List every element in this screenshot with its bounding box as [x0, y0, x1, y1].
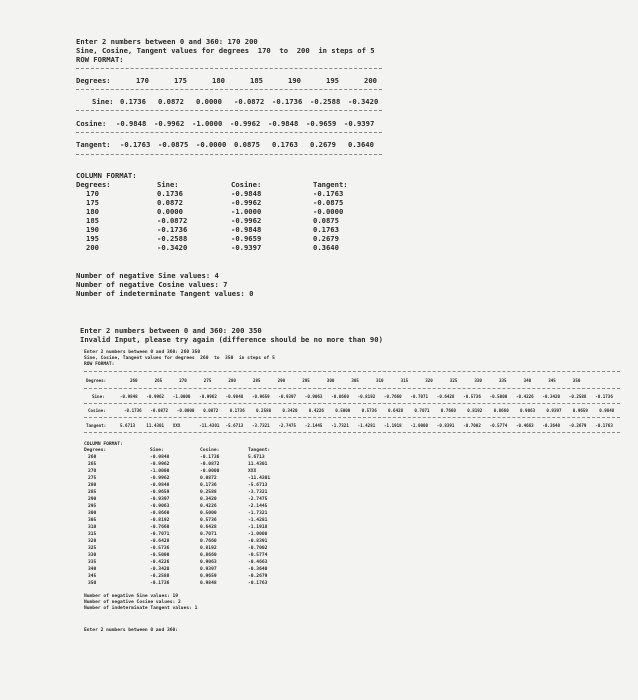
column-cell-cosine: -0.1736 [200, 455, 220, 460]
column-cell-tangent: 11.4301 [248, 462, 268, 467]
tangent-value: -1.4281 [357, 423, 376, 428]
column-cell-sine: -0.8660 [150, 511, 170, 516]
column-cell-sine: -0.4226 [150, 560, 170, 565]
degree-value: 335 [499, 378, 507, 383]
column-cell-sine: -0.7071 [150, 532, 170, 537]
column-cell-sine: -0.9659 [150, 490, 170, 495]
sine-value: -0.9659 [252, 394, 270, 399]
degree-value: 300 [326, 378, 335, 383]
degrees-label: Degrees: [76, 76, 111, 85]
column-cell-cosine: -0.9848 [231, 225, 262, 234]
cosine-value: 0.9848 [599, 408, 615, 413]
tangent-value: -0.1763 [595, 423, 613, 428]
column-cell-degrees: 310 [88, 525, 97, 530]
cosine-value: 0.5736 [361, 408, 377, 413]
column-cell-degrees: 190 [86, 225, 99, 234]
cosine-value: 0.4226 [308, 408, 324, 413]
column-cell-degrees: 350 [88, 581, 97, 586]
degree-value: 295 [302, 378, 310, 383]
column-cell-tangent: 0.0875 [313, 216, 339, 225]
degree-value: 345 [548, 378, 556, 383]
column-cell-tangent: 0.3640 [313, 243, 339, 252]
col-header-sine: Sine: [150, 448, 164, 453]
sine-label: Sine: [92, 394, 105, 399]
cosine-value: 0.0872 [203, 408, 219, 413]
col-header-tangent: Tangent: [248, 448, 271, 453]
column-cell-cosine: 0.8192 [200, 546, 217, 551]
divider [84, 371, 620, 372]
col-header-sine: Sine: [157, 180, 179, 189]
tangent-value: -0.5774 [489, 423, 508, 428]
column-cell-tangent: -0.8391 [248, 539, 268, 544]
column-cell-degrees: 185 [86, 216, 99, 225]
column-cell-degrees: 260 [88, 455, 97, 460]
degree-value: 280 [228, 378, 236, 383]
column-cell-cosine: 0.5000 [200, 511, 217, 516]
cosine-value: -0.0872 [150, 408, 169, 413]
sine-label: Sine: [92, 97, 114, 106]
tangent-value: -0.8391 [436, 423, 455, 428]
sine-value: -0.5000 [489, 394, 508, 399]
column-cell-tangent: -5.6713 [248, 483, 268, 488]
tangent-label: Tangent: [76, 140, 111, 149]
sine-value: -0.1736 [272, 97, 303, 106]
column-cell-cosine: 0.9397 [200, 567, 217, 572]
degree-value: 270 [179, 378, 187, 383]
column-format-label: COLUMN FORMAT: [84, 442, 123, 447]
column-cell-sine: 0.0000 [157, 207, 183, 216]
column-cell-degrees: 265 [88, 462, 97, 467]
column-cell-degrees: 200 [86, 243, 99, 252]
column-cell-cosine: 0.6428 [200, 525, 217, 530]
neg-cosine-count: Number of negative Cosine values: 7 [76, 280, 228, 289]
col-header-degrees: Degrees: [76, 180, 111, 189]
column-cell-tangent: XXX [248, 469, 257, 474]
tangent-value: -1.1918 [384, 423, 402, 428]
column-cell-cosine: 0.1736 [200, 483, 217, 488]
sine-value: -0.3420 [348, 97, 379, 106]
column-cell-sine: -0.9962 [150, 476, 170, 481]
cosine-value: 0.6428 [388, 408, 404, 413]
column-cell-degrees: 290 [88, 497, 97, 502]
column-cell-degrees: 175 [86, 198, 99, 207]
degree-value: 260 [130, 378, 138, 383]
sine-value: 0.0000 [196, 97, 222, 106]
column-cell-tangent: -1.0000 [248, 532, 268, 537]
column-cell-tangent: -1.4281 [248, 518, 268, 523]
column-cell-degrees: 335 [88, 560, 97, 565]
column-cell-sine: -0.2588 [157, 234, 188, 243]
cosine-value: 0.9063 [520, 408, 536, 413]
cosine-value: -0.9962 [154, 119, 185, 128]
prompt-line: Enter 2 numbers between 0 and 360: 200 350 [80, 326, 262, 335]
cosine-value: -0.9659 [306, 119, 337, 128]
cosine-value: 0.3420 [282, 408, 298, 413]
tangent-label: Tangent: [86, 423, 107, 428]
tangent-value: -1.7321 [331, 423, 349, 428]
tangent-value: -3.7321 [252, 423, 270, 428]
cosine-value: 0.5000 [335, 408, 351, 413]
degree-value: 275 [203, 378, 212, 383]
column-cell-cosine: 0.8660 [200, 553, 217, 558]
column-cell-sine: -0.5736 [150, 546, 170, 551]
row-format-label: ROW FORMAT: [84, 362, 115, 367]
divider [76, 154, 382, 155]
column-cell-tangent: -3.7321 [248, 490, 268, 495]
column-cell-cosine: -1.0000 [231, 207, 262, 216]
degree-value: 350 [572, 378, 581, 383]
degree-value: 340 [523, 378, 532, 383]
final-prompt: Enter 2 numbers between 0 and 360: [84, 628, 179, 633]
column-cell-degrees: 275 [88, 476, 97, 481]
cosine-label: Cosine: [88, 408, 106, 413]
tangent-value: XXX [172, 423, 181, 428]
tangent-value: -0.0000 [196, 140, 227, 149]
neg-sine-count: Number of negative Sine values: 19 [84, 594, 179, 599]
column-cell-cosine: -0.9962 [231, 216, 262, 225]
column-cell-cosine: 0.7660 [200, 539, 217, 544]
sine-value: 0.0872 [158, 97, 184, 106]
divider [76, 89, 382, 90]
divider [84, 403, 620, 404]
column-cell-tangent: -1.7321 [248, 511, 268, 516]
sine-value: -0.9962 [199, 394, 217, 399]
column-cell-sine: 0.1736 [157, 189, 183, 198]
column-cell-degrees: 295 [88, 504, 97, 509]
degree-value: 185 [250, 76, 263, 85]
sine-value: -0.2588 [568, 394, 587, 399]
sine-value: -0.9848 [225, 394, 244, 399]
neg-sine-count: Number of negative Sine values: 4 [76, 271, 219, 280]
column-cell-sine: -0.0872 [157, 216, 188, 225]
tangent-value: -1.0000 [410, 423, 429, 428]
column-cell-tangent: -2.1445 [248, 504, 268, 509]
cosine-value: -0.0000 [176, 408, 195, 413]
cosine-value: -0.9962 [230, 119, 261, 128]
column-cell-degrees: 270 [88, 469, 97, 474]
column-cell-degrees: 285 [88, 490, 97, 495]
tangent-value: 11.4301 [146, 423, 165, 428]
column-format-label: COLUMN FORMAT: [76, 171, 137, 180]
degrees-label: Degrees: [86, 378, 107, 383]
cosine-value: 0.8660 [493, 408, 509, 413]
degree-value: 200 [364, 76, 377, 85]
divider [84, 417, 620, 418]
sine-value: -0.7660 [384, 394, 402, 399]
sine-value: -1.0000 [172, 394, 191, 399]
col-header-degrees: Degrees: [84, 448, 107, 453]
col-header-cosine: Cosine: [231, 180, 262, 189]
degree-value: 290 [277, 378, 286, 383]
sine-value: -0.0872 [234, 97, 265, 106]
heading-line: Sine, Cosine, Tangent values for degrees 170 to 200 in steps of 5 [76, 46, 375, 55]
col-header-cosine: Cosine: [200, 448, 220, 453]
column-cell-degrees: 195 [86, 234, 99, 243]
column-cell-sine: -0.7660 [150, 525, 170, 530]
cosine-label: Cosine: [76, 119, 107, 128]
tangent-value: 0.3640 [348, 140, 374, 149]
column-cell-degrees: 340 [88, 567, 97, 572]
column-cell-sine: -1.0000 [150, 469, 170, 474]
column-cell-tangent: 5.6713 [248, 455, 265, 460]
column-cell-sine: -0.2588 [150, 574, 170, 579]
column-cell-degrees: 280 [88, 483, 97, 488]
sine-value: -0.5736 [463, 394, 481, 399]
column-cell-cosine: 0.2588 [200, 490, 217, 495]
column-cell-tangent: -0.1763 [248, 581, 268, 586]
sine-value: 0.1736 [120, 97, 146, 106]
cosine-value: 0.8192 [467, 408, 483, 413]
cosine-value: -1.0000 [192, 119, 223, 128]
tangent-value: 5.6713 [120, 423, 136, 428]
column-cell-degrees: 325 [88, 546, 97, 551]
tangent-value: -0.1763 [120, 140, 151, 149]
column-cell-cosine: 0.4226 [200, 504, 217, 509]
cosine-value: -0.9848 [268, 119, 299, 128]
column-cell-tangent: -0.2679 [248, 574, 268, 579]
column-cell-degrees: 305 [88, 518, 97, 523]
cosine-value: 0.7071 [414, 408, 430, 413]
degree-value: 310 [376, 378, 384, 383]
degree-value: 175 [174, 76, 187, 85]
sine-value: -0.8192 [357, 394, 376, 399]
column-cell-tangent: -1.1918 [248, 525, 268, 530]
degree-value: 285 [253, 378, 261, 383]
column-cell-cosine: -0.0000 [200, 469, 220, 474]
column-cell-tangent: -0.4663 [248, 560, 268, 565]
column-cell-tangent: -11.4301 [248, 476, 271, 481]
column-cell-tangent: -2.7475 [248, 497, 268, 502]
column-cell-tangent: -0.7002 [248, 546, 268, 551]
sine-value: -0.7071 [410, 394, 429, 399]
divider [84, 432, 620, 433]
cosine-value: -0.1736 [124, 408, 142, 413]
sine-value: -0.4226 [516, 394, 534, 399]
prompt-line: Enter 2 numbers between 0 and 360: 260 350 [84, 350, 201, 355]
column-cell-cosine: -0.9848 [231, 189, 262, 198]
column-cell-sine: -0.9063 [150, 504, 170, 509]
column-cell-cosine: 0.9063 [200, 560, 217, 565]
degree-value: 330 [474, 378, 482, 383]
sine-value: -0.9962 [146, 394, 165, 399]
column-cell-cosine: -0.9659 [231, 234, 262, 243]
cosine-value: 0.9659 [572, 408, 588, 413]
degree-value: 320 [425, 378, 433, 383]
column-cell-degrees: 170 [86, 189, 99, 198]
column-cell-tangent: -0.5774 [248, 553, 268, 558]
column-cell-sine: -0.1736 [150, 581, 170, 586]
cosine-value: 0.1736 [229, 408, 245, 413]
cosine-value: 0.2588 [256, 408, 272, 413]
degree-value: 305 [351, 378, 359, 383]
sine-value: -0.9848 [120, 394, 138, 399]
column-cell-cosine: 0.0872 [200, 476, 217, 481]
sine-value: -0.9397 [278, 394, 297, 399]
tangent-value: -2.7475 [278, 423, 297, 428]
column-cell-cosine: 0.9659 [200, 574, 217, 579]
degree-value: 190 [288, 76, 301, 85]
column-cell-degrees: 300 [88, 511, 97, 516]
degree-value: 325 [449, 378, 458, 383]
cosine-value: -0.9848 [116, 119, 147, 128]
column-cell-sine: -0.9848 [150, 455, 170, 460]
tangent-value: 0.2679 [310, 140, 336, 149]
divider [76, 68, 382, 69]
column-cell-sine: -0.3420 [157, 243, 188, 252]
degree-value: 265 [154, 378, 163, 383]
tangent-value: -0.4663 [516, 423, 534, 428]
column-cell-tangent: -0.1763 [313, 189, 344, 198]
sine-value: -0.3420 [542, 394, 561, 399]
divider [76, 132, 382, 133]
column-cell-degrees: 315 [88, 532, 97, 537]
tangent-value: -0.0875 [158, 140, 189, 149]
column-cell-cosine: 0.9848 [200, 581, 217, 586]
cosine-value: 0.7660 [440, 408, 456, 413]
tangent-value: 0.0875 [234, 140, 260, 149]
heading-line: Sine, Cosine, Tangent values for degrees 260 to 350 in steps of 5 [84, 356, 275, 361]
column-cell-tangent: -0.0875 [313, 198, 344, 207]
cosine-value: 0.9397 [546, 408, 562, 413]
column-cell-sine: -0.3420 [150, 567, 170, 572]
column-cell-sine: -0.6428 [150, 539, 170, 544]
sine-value: -0.9063 [304, 394, 323, 399]
degree-value: 315 [400, 378, 409, 383]
sine-value: -0.6428 [436, 394, 455, 399]
cosine-value: -0.9397 [344, 119, 375, 128]
indeterminate-count: Number of indeterminate Tangent values: 0 [76, 289, 254, 298]
divider [76, 110, 382, 111]
degree-value: 170 [136, 76, 149, 85]
col-header-tangent: Tangent: [313, 180, 348, 189]
column-cell-sine: -0.8192 [150, 518, 170, 523]
column-cell-sine: -0.9848 [150, 483, 170, 488]
column-cell-tangent: -0.0000 [313, 207, 344, 216]
degree-value: 180 [212, 76, 225, 85]
column-cell-cosine: 0.3420 [200, 497, 217, 502]
tangent-value: -2.1445 [304, 423, 323, 428]
column-cell-tangent: 0.1763 [313, 225, 339, 234]
tangent-value: -0.7002 [463, 423, 481, 428]
prompt-line: Enter 2 numbers between 0 and 360: 170 200 [76, 37, 258, 46]
column-cell-cosine: -0.0872 [200, 462, 220, 467]
column-cell-degrees: 320 [88, 539, 97, 544]
sine-value: -0.8660 [331, 394, 349, 399]
column-cell-degrees: 330 [88, 553, 97, 558]
column-cell-sine: -0.1736 [157, 225, 188, 234]
invalid-input-line: Invalid Input, please try again (difference should be no more than 90) [80, 335, 383, 344]
divider [84, 388, 620, 389]
column-cell-sine: -0.9397 [150, 497, 170, 502]
tangent-value: -0.3640 [542, 423, 561, 428]
column-cell-sine: -0.9962 [150, 462, 170, 467]
sine-value: -0.1736 [595, 394, 613, 399]
row-format-label: ROW FORMAT: [76, 55, 124, 64]
tangent-value: -5.6713 [225, 423, 244, 428]
degree-value: 195 [326, 76, 339, 85]
neg-cosine-count: Number of negative Cosine values: 2 [84, 600, 181, 605]
column-cell-cosine: -0.9397 [231, 243, 262, 252]
tangent-value: -0.2679 [568, 423, 587, 428]
column-cell-tangent: -0.3640 [248, 567, 268, 572]
column-cell-cosine: 0.5736 [200, 518, 217, 523]
column-cell-sine: 0.0872 [157, 198, 183, 207]
tangent-value: -11.4301 [199, 423, 220, 428]
sine-value: -0.2588 [310, 97, 341, 106]
column-cell-cosine: 0.7071 [200, 532, 217, 537]
column-cell-cosine: -0.9962 [231, 198, 262, 207]
column-cell-degrees: 345 [88, 574, 97, 579]
column-cell-tangent: 0.2679 [313, 234, 339, 243]
indeterminate-count: Number of indeterminate Tangent values: 1 [84, 606, 198, 611]
column-cell-degrees: 180 [86, 207, 99, 216]
column-cell-sine: -0.5000 [150, 553, 170, 558]
tangent-value: 0.1763 [272, 140, 298, 149]
